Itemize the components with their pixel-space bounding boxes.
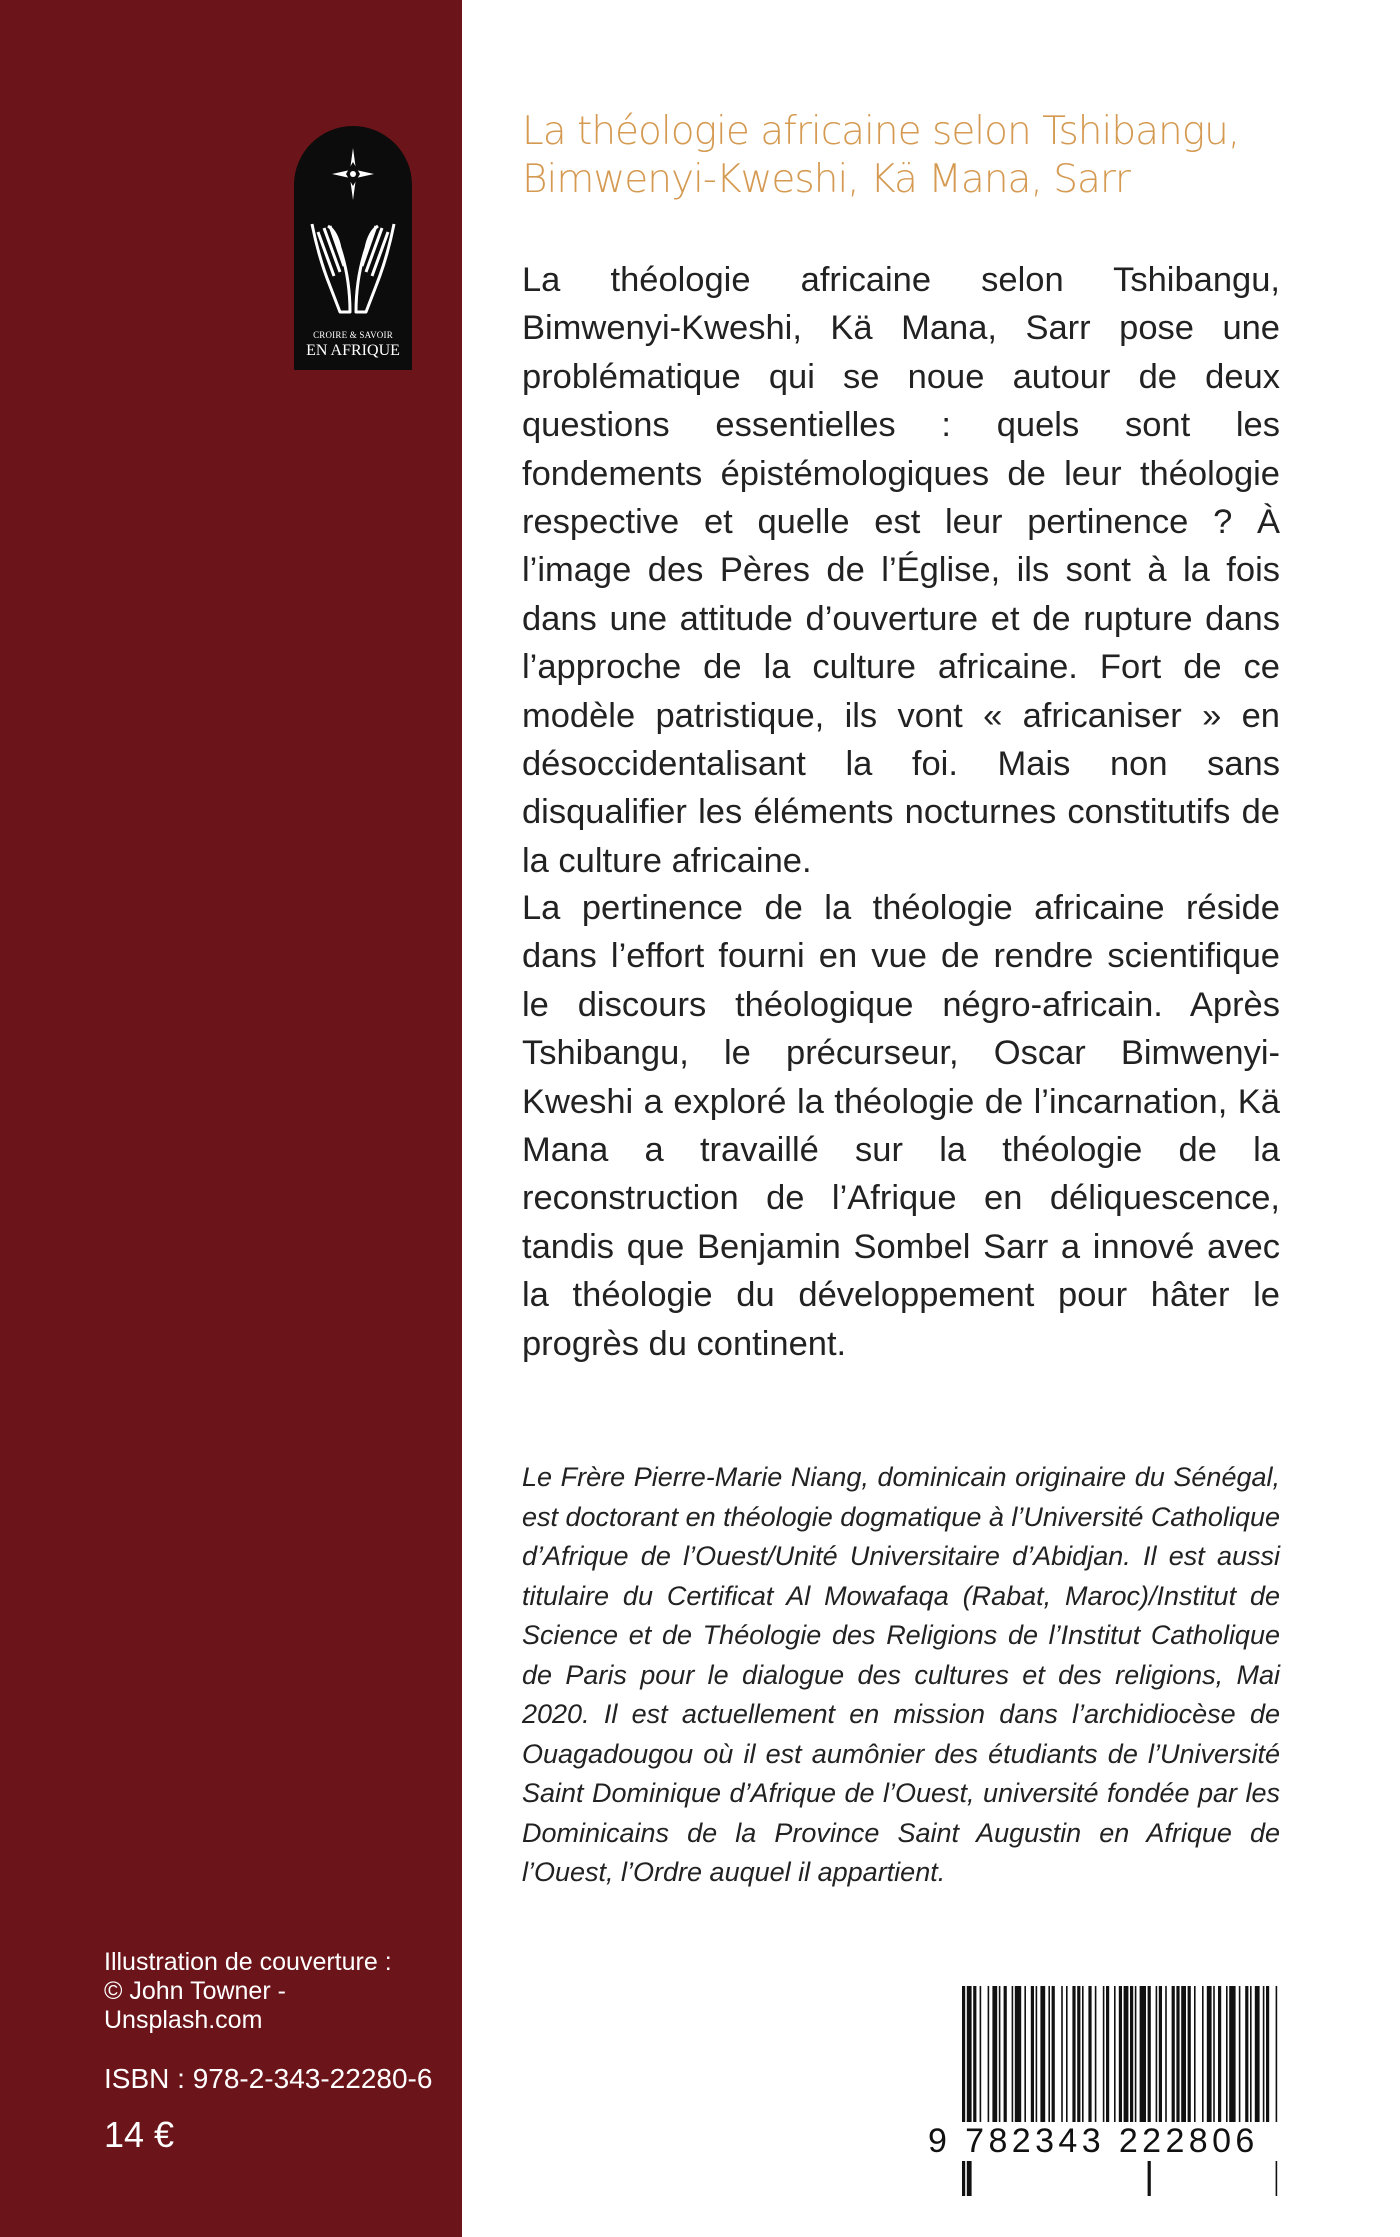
barcode-bar — [1036, 1986, 1038, 2126]
barcode-bar — [1165, 1986, 1167, 2126]
barcode-bar — [1266, 1986, 1269, 2126]
barcode-bar — [1048, 1986, 1050, 2126]
barcode-bar — [1040, 1986, 1045, 2126]
barcode-bar — [1263, 1986, 1265, 2126]
barcode-bar — [1082, 1986, 1084, 2126]
summary-paragraph-2: La pertinence de la théologie africaine réside dans l’effort fourni en vue de rendre scientifique le discours théologique négro-africain. Après Tshibangu, le précurseur, Oscar Bimwenyi-Kweshi a exploré la théologie de l’incarnation, Kä Mana a travaillé sur la théologie de la reconstruction de l’Afrique en déliquescence, tandis que Benjamin Sombel Sarr a innové avec la théologie du développement pour hâter le progrès du continent. — [522, 889, 1280, 1363]
isbn: ISBN : 978-2-343-22280-6 — [104, 2063, 433, 2094]
price: 14 € — [104, 2114, 175, 2155]
sidebar — [0, 0, 462, 2237]
barcode-bar — [1095, 1986, 1097, 2126]
barcode-bar — [1276, 1986, 1278, 2196]
logo-text-line1: CROIRE & SAVOIR — [313, 330, 393, 340]
barcode-bar — [1024, 1986, 1026, 2126]
barcode-bar — [988, 1986, 990, 2126]
barcode-bar — [992, 1986, 997, 2126]
barcode-bar — [999, 1986, 1001, 2126]
barcode-bar — [1229, 1986, 1235, 2126]
barcode-bar — [1124, 1986, 1129, 2126]
barcode-bar — [1140, 1986, 1146, 2126]
barcode-number: 9 782343 222806 — [928, 2122, 1284, 2161]
title-line: Bimwenyi-Kweshi, Kä Mana, Sarr — [522, 157, 1130, 202]
barcode-bar — [1239, 1986, 1241, 2126]
barcode-icon — [958, 1986, 1282, 2196]
barcode-bar — [1114, 1986, 1116, 2126]
credit-line: Unsplash.com — [104, 2006, 263, 2034]
barcode-bar — [1245, 1986, 1248, 2126]
barcode-bar — [1119, 1986, 1122, 2126]
barcode-bar — [1159, 1986, 1162, 2126]
barcode-bar — [1255, 1986, 1260, 2126]
barcode-bar — [1031, 1986, 1034, 2126]
barcode-bar — [1181, 1986, 1186, 2126]
barcode-bar — [962, 1986, 965, 2196]
title-line: La théologie africaine selon Tshibangu, — [522, 109, 1240, 154]
barcode-bar — [1061, 1986, 1063, 2126]
barcode-bar — [1218, 1986, 1221, 2126]
collection-logo — [294, 126, 412, 370]
author-bio: Le Frère Pierre-Marie Niang, dominicain originaire du Sénégal, est doctorant en théologie dogmatique à l’Université Catholique d’Afrique de l’Ouest/Unité Universitaire d’Abidjan. Il est aussi titulaire du Certificat Al Mowafaqa (Rabat, Maroc)/Institut de Science et de Théologie des Religions de l’Institut Catholique de Paris pour le dialogue des cultures et des religions, Mai 2020. Il est actuellement en mission dans l’archidiocèse de Ouagadougou où il est aumônier des étudiants de l’Université Saint Dominique d’Afrique de l’Ouest, université fondée par les Dominicains de la Province Saint Augustin en Afrique de l’Ouest, l’Ordre auquel il appartient. — [522, 1462, 1280, 1887]
barcode-bar — [1072, 1986, 1075, 2126]
barcode-bar — [1012, 1986, 1014, 2126]
barcode-bar — [1103, 1986, 1105, 2126]
barcode-bar — [1066, 1986, 1068, 2126]
barcode-bar — [1202, 1986, 1204, 2126]
barcode-bar — [1226, 1986, 1228, 2126]
book-title — [522, 108, 1282, 204]
barcode-bar — [1250, 1986, 1252, 2126]
cover-credits — [104, 1948, 392, 2035]
summary-paragraph-1: La théologie africaine selon Tshibangu, Bimwenyi-Kweshi, Kä Mana, Sarr pose une problématique qui se noue autour de deux questions essentielles : quels sont les fondements épistémologiques de leur théologie respective et quelle est leur pertinence ? À l’image des Pères de l’Église, ils sont à la fois dans une attitude d’ouverture et de rupture dans l’approche de la culture africaine. Fort de ce modèle patristique, ils vont « africaniser » en désoccidentalisant la foi. Mais non sans disqualifier les éléments nocturnes constitutifs de la culture africaine. — [522, 261, 1280, 880]
barcode-bar — [1156, 1986, 1158, 2126]
barcode-bar — [967, 1986, 972, 2196]
barcode-bar — [980, 1986, 982, 2126]
barcode-bar — [1052, 1986, 1055, 2126]
barcode-bar — [1194, 1986, 1196, 2126]
barcode-bar — [1015, 1986, 1021, 2126]
barcode-bar — [1004, 1986, 1007, 2126]
barcode-bar — [1135, 1986, 1137, 2126]
barcode-bar — [1148, 1986, 1151, 2196]
barcode-bar — [973, 1986, 976, 2126]
logo-text-line2: EN AFRIQUE — [306, 342, 400, 359]
credit-line: Illustration de couverture : — [104, 1948, 392, 1976]
barcode-bar — [1130, 1986, 1133, 2126]
barcode-bar — [1088, 1986, 1091, 2126]
barcode-bar — [1172, 1986, 1175, 2126]
barcode-bar — [1213, 1986, 1215, 2126]
barcode-bar — [1207, 1986, 1212, 2126]
barcode-bar — [1188, 1986, 1191, 2126]
barcode-bar — [1176, 1986, 1179, 2126]
barcode-bar — [1106, 1986, 1109, 2126]
barcode-bar — [1077, 1986, 1080, 2126]
credit-line: © John Towner - — [104, 1977, 286, 2005]
hands-star-icon — [294, 126, 412, 326]
